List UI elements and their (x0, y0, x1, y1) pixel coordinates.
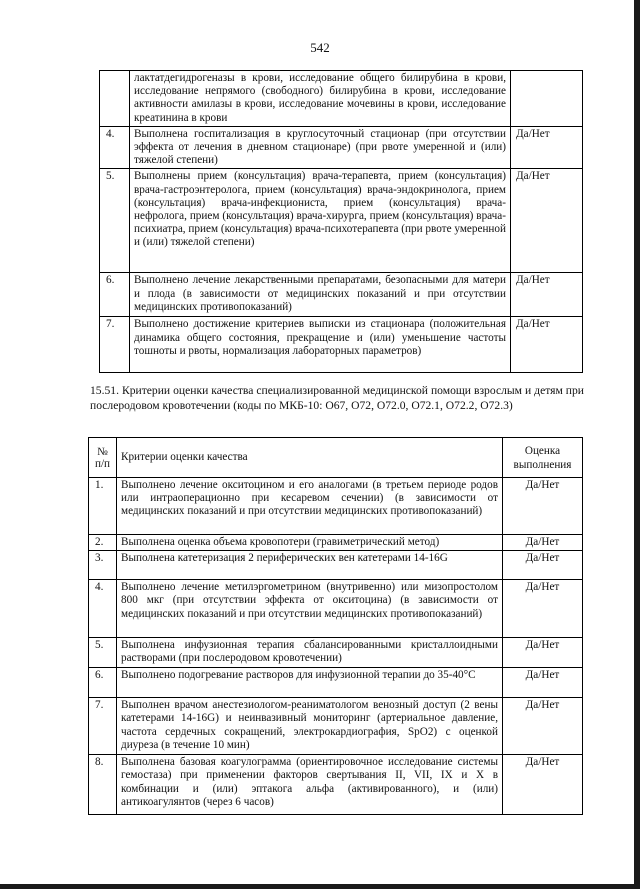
criteria-table (88, 437, 583, 815)
assessment-value (511, 71, 583, 127)
criterion-text: Выполнено лечение лекарственными препаратами, безопасными для матери и плода (в зависимости от медицинских показаний и при отсутствии медицинских противопоказаний) (130, 273, 511, 317)
row-number: 1. (89, 478, 117, 535)
assessment-value: Да/Нет (503, 551, 583, 580)
table-row (89, 638, 583, 668)
assessment-value: Да/Нет (503, 698, 583, 755)
column-header-number: № п/п (89, 438, 117, 478)
row-number: 4. (89, 580, 117, 638)
assessment-value: Да/Нет (503, 668, 583, 698)
row-number: 3. (89, 551, 117, 580)
column-header-assessment: Оценка выполнения (503, 438, 583, 478)
assessment-value: Да/Нет (503, 580, 583, 638)
row-number: 4. (100, 126, 130, 169)
table-row (89, 551, 583, 580)
row-number: 5. (89, 638, 117, 668)
criterion-text: Выполнено лечение окситоцином и его аналогами (в третьем периоде родов или интраоперационно при кесаревом сечении) (в зависимости от медицинских показаний и при отсутствии медицинских противопоказаний) (117, 478, 503, 535)
table-row (100, 273, 583, 317)
table-row (100, 126, 583, 169)
table-row (89, 580, 583, 638)
scan-border (0, 884, 640, 889)
page-number: 542 (310, 40, 330, 55)
assessment-value: Да/Нет (511, 317, 583, 373)
row-number: 6. (89, 668, 117, 698)
table-row (89, 535, 583, 551)
row-number: 5. (100, 169, 130, 273)
table-row (89, 698, 583, 755)
criterion-text: Выполнена оценка объема кровопотери (гравиметрический метод) (117, 535, 503, 551)
criterion-text: Выполнена катетеризация 2 периферических вен катетерами 14-16G (117, 551, 503, 580)
criterion-text: Выполнена инфузионная терапия сбалансированными кристаллоидными растворами (при послеродовом кровотечении) (117, 638, 503, 668)
criterion-text: Выполнено достижение критериев выписки из стационара (положительная динамика общего состояния, прекращение и (или) уменьшение частоты тошноты и рвоты, нормализация лабораторных параметров) (130, 317, 511, 373)
scan-border (634, 0, 640, 889)
table-header-row (89, 438, 583, 478)
assessment-value: Да/Нет (511, 126, 583, 169)
criterion-text: Выполнена базовая коагулограмма (ориентировочное исследование системы гемостаза) при применении факторов свертывания II, VII, IX и X в комбинации и (или) эптакога альфа (активированного), и (или) антикоагулянтов (через 6 часов) (117, 755, 503, 815)
assessment-value: Да/Нет (503, 535, 583, 551)
row-number: 7. (100, 317, 130, 373)
criterion-text: Выполнено подогревание растворов для инфузионной терапии до 35-40°С (117, 668, 503, 698)
assessment-value: Да/Нет (511, 169, 583, 273)
assessment-value: Да/Нет (511, 273, 583, 317)
criterion-text: Выполнена госпитализация в круглосуточный стационар (при отсутствии эффекта от лечения в дневном стационаре) (при рвоте умеренной и (или) тяжелой степени) (130, 126, 511, 169)
criterion-text: Выполнены прием (консультация) врача-терапевта, прием (консультация) врача-гастроэнтеролога, прием (консультация) врача-эндокринолога, прием (консультация) врача-инфекциониста, прием (консультация) врача-нефролога, прием (консультация) врача-хирурга, прием (консультация) врача-психиатра, прием (консультация) врача-психотерапевта (при рвоте умеренной и (или) тяжелой степени) (130, 169, 511, 273)
table-row (100, 317, 583, 373)
row-number (100, 71, 130, 127)
table-row (100, 71, 583, 127)
row-number: 7. (89, 698, 117, 755)
criterion-text: Выполнен врачом анестезиологом-реаниматологом венозный доступ (2 вены катетерами 14-16G) и неинвазивный мониторинг (артериальное давление, частота сердечных сокращений, электрокардиография, SpO2) с оценкой диуреза (в течение 10 мин) (117, 698, 503, 755)
criteria-table-continued (99, 70, 583, 373)
row-number: 6. (100, 273, 130, 317)
column-header-criteria: Критерии оценки качества (117, 438, 503, 478)
table-row (89, 755, 583, 815)
criterion-text: Выполнено лечение метилэргометрином (внутривенно) или мизопростолом 800 мкг (при отсутствии эффекта от окситоцина) (в зависимости от медицинских показаний и при отсутствии медицинских противопоказаний) (117, 580, 503, 638)
criterion-text: лактатдегидрогеназы в крови, исследование общего билирубина в крови, исследование непрямого (свободного) билирубина в крови, исследование активности амилазы в крови, исследование мочевины в крови, исследование креатинина в крови (130, 71, 511, 127)
row-number: 8. (89, 755, 117, 815)
table-row (89, 668, 583, 698)
table-row (89, 478, 583, 535)
assessment-value: Да/Нет (503, 478, 583, 535)
assessment-value: Да/Нет (503, 638, 583, 668)
row-number: 2. (89, 535, 117, 551)
table-row (100, 169, 583, 273)
section-heading: 15.51. Критерии оценки качества специализированной медицинской помощи взрослым и детям при послеродовом кровотечении (коды по МКБ-10: O67, O72, O72.0, O72.1, O72.2, O72.3) (90, 384, 584, 412)
assessment-value: Да/Нет (503, 755, 583, 815)
